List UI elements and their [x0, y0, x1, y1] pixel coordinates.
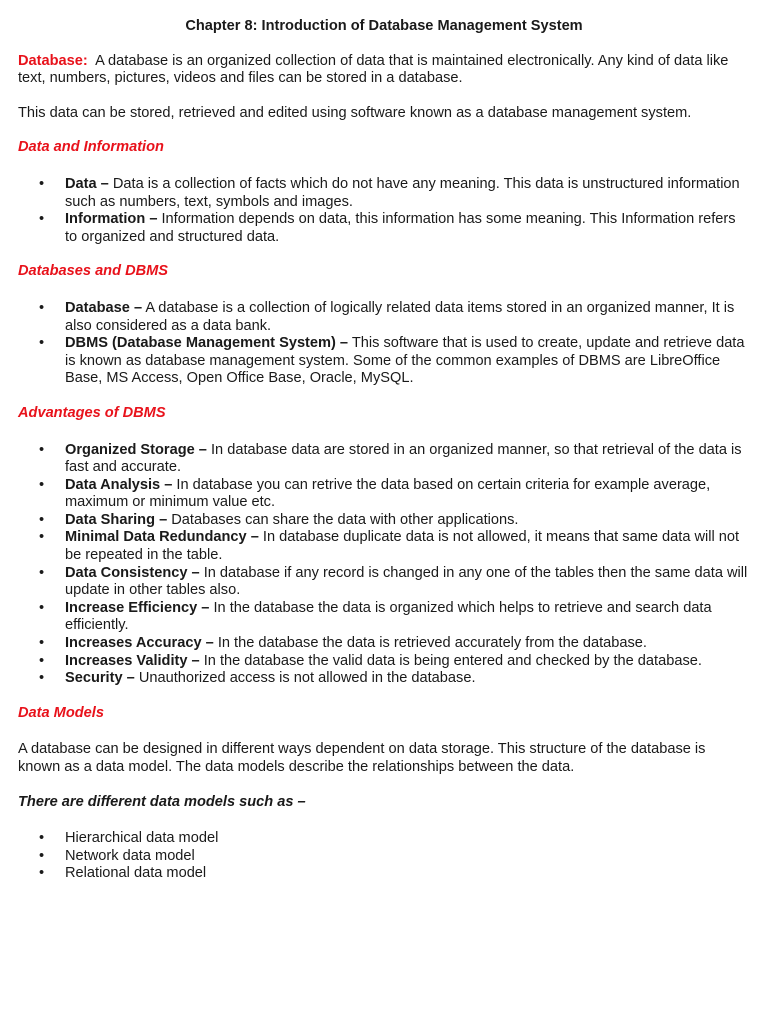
list-item-term: Data Consistency –: [65, 564, 200, 581]
list-item: [18, 653, 750, 671]
list-item: [18, 442, 750, 477]
data-models-paragraph: A database can be designed in different ways dependent on data storage. This structure of the database is known as a data model. The data models describe the relationships between the data.: [18, 741, 706, 775]
list-item-text: In database if any record is changed in any one of the tables then the same data will update in other tables also.: [65, 564, 748, 599]
list-item-term: Data Sharing –: [65, 511, 168, 528]
list-item: • Network data model: [18, 848, 750, 866]
list-item-text: In database data are stored in an organized manner, so that retrieval of the data is fast and accurate.: [65, 441, 742, 476]
list-item-term: Information –: [65, 211, 158, 228]
list-item: [18, 211, 750, 246]
list-item: [18, 600, 750, 635]
section-heading-advantages-of-dbms: Advantages of DBMS: [18, 404, 166, 421]
list-item: • Relational data model: [18, 865, 750, 883]
section-heading-data-models: Data Models: [18, 704, 104, 721]
list-item-term: Security –: [65, 670, 135, 687]
list-item: [18, 512, 750, 530]
list-item: [18, 565, 750, 600]
list-item: [18, 300, 750, 335]
databases-dbms-list: [18, 300, 750, 388]
list-item-term: Minimal Data Redundancy –: [65, 529, 259, 546]
list-item-text: In the database the data is organized which helps to retrieve and search data efficiently.: [65, 599, 712, 634]
section-heading-databases-and-dbms: Databases and DBMS: [18, 263, 169, 280]
advantages-list: [18, 442, 750, 688]
list-item: [18, 477, 750, 512]
list-item-text: This software that is used to create, update and retrieve data is known as database management system. Some of the common examples of DBMS are LibreOffice Base, MS Access, Open Office Base, Oracle, MySQL.: [65, 335, 745, 387]
data-models-list: [18, 830, 750, 883]
list-item-term: Increases Validity –: [65, 652, 200, 669]
list-item-term: Increase Efficiency –: [65, 599, 210, 616]
list-item: • Hierarchical data model: [18, 830, 750, 848]
list-item-term: Data Analysis –: [65, 476, 173, 493]
list-item-text: In the database the valid data is being entered and checked by the database.: [203, 652, 702, 669]
list-item-term: DBMS (Database Management System) –: [65, 335, 349, 352]
page-title: Chapter 8: Introduction of Database Management System: [185, 18, 583, 34]
list-item-text: In the database the data is retrieved accurately from the database.: [217, 635, 647, 652]
list-item: [18, 670, 750, 688]
database-label: Database:: [18, 52, 88, 69]
list-item-text: Databases can share the data with other applications.: [171, 511, 519, 528]
list-item-text: In database duplicate data is not allowed, it means that same data will not be repeated in the table.: [65, 529, 740, 564]
list-item-text: Information depends on data, this information has some meaning. This Information refers to organized and structured data.: [65, 211, 736, 245]
list-item-text: Unauthorized access is not allowed in the database.: [138, 670, 476, 687]
intro-text: A database is an organized collection of data that is maintained electronically. Any kind of data like text, numbers, pictures, videos and files can be stored in a database.: [18, 52, 729, 87]
list-item-term: Organized Storage –: [65, 441, 207, 458]
data-models-subheading: There are different data models such as –: [18, 793, 306, 810]
list-item-text: Data is a collection of facts which do not have any meaning. This data is unstructured information such as numbers, text, symbols and images.: [65, 175, 740, 210]
intro-paragraph: [18, 53, 750, 88]
list-item: [18, 635, 750, 653]
list-item-text: A database is a collection of logically related data items stored in an organized manner, It is also considered as a data bank.: [65, 299, 735, 334]
list-item: [18, 529, 750, 564]
list-item-term: Database –: [65, 299, 143, 316]
list-item-text: In database you can retrive the data based on certain criteria for example average, maximum or minimum value etc.: [65, 476, 711, 511]
list-item-term: Data –: [65, 175, 109, 192]
list-item: [18, 335, 750, 388]
data-information-list: [18, 176, 750, 246]
list-item: [18, 176, 750, 211]
intro-paragraph-2: This data can be stored, retrieved and edited using software known as a database management system.: [18, 104, 692, 121]
list-item-term: Increases Accuracy –: [65, 635, 214, 652]
section-heading-data-and-information: Data and Information: [18, 139, 164, 156]
